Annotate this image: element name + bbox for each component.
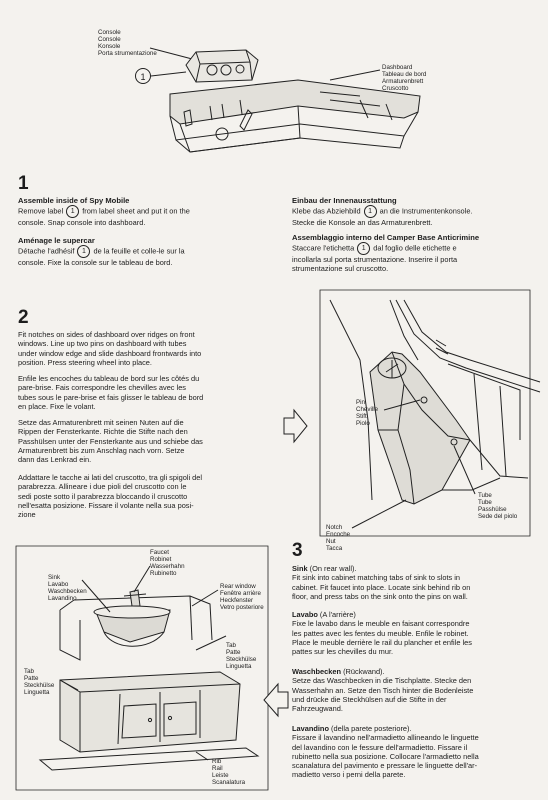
tab-label-de: Steckhülse (226, 656, 257, 663)
step2-it-line: nell'esatta posizione. Fissare il volante nella sua posi- (18, 500, 194, 510)
step2-it-line: zione (18, 510, 36, 520)
step2-de-line: Setze das Armaturenbrett mit seinen Nuten auf die (18, 418, 184, 427)
step3-de-line: Wasserhahn an. Setze den Tisch hinter die Bodenleiste (292, 685, 474, 695)
tab-label-en: Tab (226, 642, 236, 649)
step1-it-line3: strumentazione sul cruscotto. (292, 264, 389, 274)
step2-de-line: Passhülsen unter der Fensterkante aus und schiebe das (18, 436, 203, 446)
step3-it-title-bold: Lavandino (292, 724, 329, 733)
console-label-en: Console (98, 29, 121, 36)
tube-label-it: Sede del piolo (478, 513, 518, 520)
step3-en-title-bold: Sink (292, 564, 308, 573)
step2-fr-line: tubes sous le pare-brise et fais glisser le tableau de bord (18, 392, 204, 402)
rib-label-en: Rib (212, 758, 222, 765)
console-label-fr: Console (98, 36, 121, 43)
step3-de-line: und drücke die Steckhülsen auf die Stifte in der (292, 694, 447, 704)
sink-label-de: Waschbecken (48, 588, 87, 595)
tab-label-fr: Patte (226, 649, 241, 656)
step1-de-text-a: Klebe das Abziehbild (292, 206, 361, 216)
tube-label-fr: Tube (478, 499, 492, 506)
step1-it-text-b: dal foglio delle etichette e (373, 243, 457, 253)
tube-label-en: Tube (478, 492, 492, 499)
sink-label-fr: Lavabo (48, 581, 69, 588)
tab-left-label-fr: Patte (24, 675, 39, 682)
step3-en-line: cabinet. Fit faucet into place. Locate sink behind rib on (292, 582, 471, 592)
notch-label-de: Nut (326, 538, 336, 545)
sink-label-en: Sink (48, 574, 61, 581)
step1-de-text-b: an die Instrumentenkonsole. (379, 206, 473, 216)
step3-it-line: del lavandino con le fessure dell'armadietto. Fissare il (292, 742, 468, 752)
step3-english (292, 564, 542, 601)
step1-it-text-a: Staccare l'etichetta (292, 243, 355, 253)
pin-label-fr: Cheville (356, 406, 379, 413)
step1-en-line2: console. Snap console into dashboard. (18, 218, 146, 227)
step3-it-title-rest: (della parete posteriore). (328, 724, 412, 733)
rear-window-label-en: Rear window (220, 583, 256, 590)
pin-label-it: Piolo (356, 420, 370, 427)
step3-fr-line: les pattes avec les fentes du meuble. Enfile le robinet. (292, 628, 469, 638)
step2-en-line: under window edge and slide dashboard frontwards into (18, 348, 202, 358)
step1-fr-title: Aménage le supercar (18, 236, 95, 245)
dashboard-label-de: Armaturenbrett (382, 78, 424, 85)
step3-en-line: floor, and press tabs on the sink onto the pins on wall. (292, 591, 468, 601)
console-label-it: Porta strumentazione (98, 50, 157, 57)
rear-window-label-fr: Fenêtre arrière (220, 590, 261, 597)
step3-it-line: Fissare il lavandino nell'armadietto allineando le linguette (292, 733, 479, 743)
step-number-2: 2 (18, 307, 29, 328)
step3-fr-line: pattes sur les chevilles du mur. (292, 647, 394, 657)
step1-de-title: Einbau der Innenausstattung (292, 196, 397, 205)
step3-en-title-rest: (On rear wall). (307, 564, 357, 573)
step3-fr-line: Fixe le lavabo dans le meuble en faisant correspondre (292, 619, 470, 629)
dashboard-label-fr: Tableau de bord (382, 71, 427, 78)
step2-fr-line: pare-brise. Fais correspondre les chevilles avec les (18, 383, 187, 393)
step1-it-title: Assemblaggio interno del Camper Base Anticrimine (292, 233, 480, 242)
dashboard-label-it: Cruscotto (382, 85, 409, 92)
step3-it-line: madietto verso i perni della parete. (292, 770, 406, 780)
callout-1-icon: 1 (364, 205, 377, 218)
callout-1-icon: 1 (66, 205, 79, 218)
step2-de-line: dann das Lenkrad ein. (18, 455, 92, 465)
step2-it-line: sedi poste sotto il parabrezza bloccando il cruscotto (18, 491, 188, 501)
step3-fr-title-rest: (A l'arrière) (317, 610, 356, 619)
faucet-label-de: Wasserhahn (150, 563, 185, 570)
step3-de-line: Setze das Waschbecken in die Tischplatte. Stecke den (292, 676, 472, 686)
step3-fr-title-bold: Lavabo (292, 610, 318, 619)
tab-left-label-en: Tab (24, 668, 34, 675)
step3-italian (292, 724, 542, 780)
step2-en-line: position. Press steering wheel into place. (18, 357, 152, 367)
faucet-label-en: Faucet (150, 549, 169, 556)
tube-label-de: Passhülse (478, 506, 507, 513)
step3-it-line: rubinetto nella sua posizione. Collocare l'armadietto nella (292, 751, 479, 761)
step1-en-title: Assemble inside of Spy Mobile (18, 196, 130, 205)
notch-label-fr: Encoche (326, 531, 351, 538)
step2-it-line: parabrezza. Allineare i due pioli del cruscotto con le (18, 482, 187, 492)
callout-1-icon: 1 (357, 242, 370, 255)
step3-de-title-bold: Waschbecken (292, 667, 342, 676)
step1-de-line2: Stecke die Konsole an das Armaturenbrett. (292, 218, 433, 227)
step2-en-line: Fit notches on sides of dashboard over ridges on front (18, 330, 195, 339)
step3-french (292, 610, 542, 656)
rib-label-it: Scanalatura (212, 779, 246, 786)
step3-de-title-rest: (Rückwand). (341, 667, 385, 676)
faucet-label-fr: Robinet (150, 556, 172, 563)
step-number-1: 1 (18, 173, 29, 194)
step3-german (292, 667, 542, 713)
rib-label-fr: Rail (212, 765, 223, 772)
notch-label-en: Notch (326, 524, 343, 531)
step3-fr-line: Place le meuble derrière le rail du plancher et enfile les (292, 637, 472, 647)
step3-fr-title (292, 610, 542, 619)
tab-left-label-it: Linguetta (24, 689, 50, 696)
pin-label-de: Stift (356, 413, 367, 420)
faucet-label-it: Rubinetto (150, 570, 177, 577)
step3-de-title (292, 667, 542, 676)
step1-fr-text-b: de la feuille et colle-le sur la (93, 246, 185, 256)
tab-label-it: Linguetta (226, 663, 252, 670)
step3-it-line: scanalatura del pavimento e pressare le linguette dell'ar- (292, 761, 478, 771)
callout-1-icon: 1 (77, 245, 90, 258)
step3-it-title (292, 724, 542, 733)
rear-window-label-it: Vetro posteriore (220, 604, 264, 611)
rear-window-label-de: Heckfenster (220, 597, 254, 604)
step1-fr-text-a: Détache l'adhésif (18, 246, 75, 256)
step-number-3: 3 (292, 540, 303, 561)
step2-de-line: Armaturenbrett bis zum Anschlag nach vorn. Setze (18, 445, 185, 455)
notch-label-it: Tacca (326, 545, 343, 552)
step3-de-line: Fahrzeugwand. (292, 704, 343, 714)
console-label-de: Konsole (98, 43, 121, 50)
step2-fr-line: en place. Fixe le volant. (18, 401, 96, 411)
step1-en-text-a: Remove label (18, 206, 64, 216)
pin-label-en: Pin (356, 399, 365, 406)
step3-en-line: Fit sink into cabinet matching tabs of sink to slots in (292, 573, 461, 583)
step2-en-line: windows. Line up two pins on dashboard with tubes (18, 339, 187, 349)
step2-it-line: Addattare le tacche ai lati del cruscotto, tra gli spigoli del (18, 473, 203, 482)
rib-label-de: Leiste (212, 772, 229, 779)
tab-left-label-de: Steckhülse (24, 682, 55, 689)
step2-fr-line: Enfile les encoches du tableau de bord sur les côtés du (18, 374, 200, 383)
step1-en-text-b: from label sheet and put it on the (82, 206, 190, 216)
label-callout-1: 1 (135, 68, 151, 84)
step2-de-line: Rippen der Fensterkante. Richte die Stifte nach den (18, 427, 188, 437)
dashboard-label-en: Dashboard (382, 64, 413, 71)
sink-label-it: Lavandino (48, 595, 77, 602)
step1-it-line2: incollarla sul porta strumentazione. Inserire il porta (292, 255, 458, 264)
step3-en-title (292, 564, 542, 573)
step1-fr-line2: console. Fixe la console sur le tableau de bord. (18, 258, 173, 267)
